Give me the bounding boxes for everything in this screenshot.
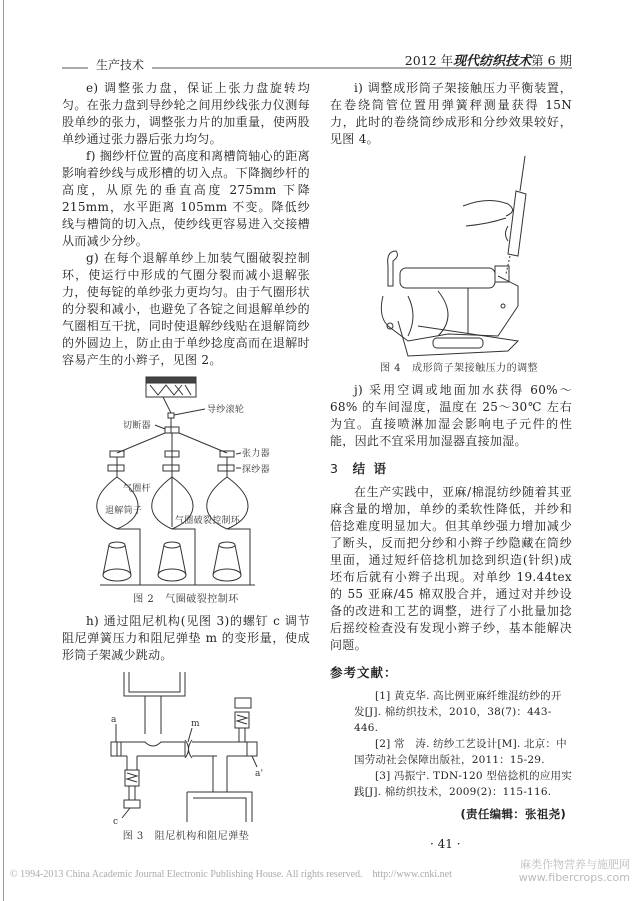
package-tube	[400, 268, 495, 288]
hand	[463, 200, 513, 241]
drum-top	[146, 377, 196, 383]
watermark-site-name: 麻类作物营养与施肥网	[520, 858, 630, 871]
editor-note: (责任编辑：张祖尧)	[460, 807, 566, 821]
unwinding-bobbins	[103, 542, 241, 581]
left-column	[62, 80, 310, 850]
figure-4-number: 图 4	[380, 363, 402, 374]
copyright-notice: © 1994-2013 China Academic Journal Electronic Publishing House. All rights reserved. http://www.cnki.net	[10, 869, 452, 880]
header-issue: 第 6 期	[531, 53, 572, 68]
header-journal	[405, 50, 572, 69]
label-yarn-detector: 探纱器	[242, 465, 270, 475]
pivot-a	[111, 742, 121, 756]
figure-2-title: 气圈破裂控制环	[165, 594, 239, 605]
para-f: f) 搁纱杆位置的高度和离槽筒轴心的距离影响着纱线与成形槽的切入点。下降搁纱杆的高度，从原先的垂直高度 275mm 下降 215mm，水平距离 105mm 不变。降低纱线与槽筒的切入点，使纱线更容易进入交接槽从而减少分纱。	[62, 149, 310, 248]
label-a: a	[111, 715, 117, 725]
conclusion-text: 在生产实践中，亚麻/棉混纺纱随着其亚麻含量的增加，单纱的柔软性降低，并纱和倍捻难度明显加大。但其单纱强力增加减少了断头，反而把分纱和小辫子纱隐藏在筒纱里面，通过短纤倍捻机加捻到织造(针织)成坯布后就有小辫子出现。对单纱 19.44tex 的 55 亚麻/45 棉双股合并，通过对并纱设备的改进和工艺的调整，进行了小批量加捻后摇绞检查没有发现小辫子纱，基本能解决问题。	[330, 485, 572, 652]
figure-2	[62, 377, 310, 607]
right-column	[330, 80, 572, 823]
cutter	[165, 427, 179, 433]
figure-4	[330, 156, 572, 376]
page-number: · 41 ·	[430, 837, 461, 851]
header-year: 2012 年	[404, 53, 454, 68]
para-e: e) 调整张力盘，保证上张力盘旋转均匀。在张力盘到导纱轮之间用纱线张力仪测每股单纱的张力，调整张力片的加重量，使两股单纱通过张力器后张力均匀。	[62, 81, 310, 146]
label-c: c	[113, 817, 119, 827]
reference-3: [3] 冯振宁. TDN-120 型倍捻机的应用实践[J]. 棉纺织技术，2009(2)：115-116.	[354, 770, 572, 798]
drum-grooves	[150, 385, 191, 395]
pivot-a-prime	[247, 742, 257, 756]
reference-1: [1] 黄克华. 高比例亚麻纤维混纺纱的开发[J]. 棉纺织技术，2010，38(7)：443-446.	[354, 690, 562, 734]
label-a-prime: a'	[255, 769, 264, 779]
journal-logo: 现代纺织技术	[453, 54, 532, 69]
figure-3-diagram	[107, 672, 267, 826]
para-i: i) 调整成形筒子架接触压力平衡装置，在卷绕筒管位置用弹簧秤测量获得 15N 力，此时的卷绕筒纱成形和分纱效果较好，见图 4。	[330, 81, 572, 146]
figure-3	[62, 672, 310, 844]
label-m: m	[191, 719, 200, 729]
section-3-number: 3	[330, 461, 340, 476]
screw-c	[124, 800, 140, 808]
header-rule-left	[62, 67, 88, 69]
para-g: g) 在每个退解单纱上加装气圈破裂控制环，使运行中形成的气圈分裂而减小退解张力，使每锭的单纱张力更均匀。由于气圈形状的分裂和减小，也避免了各锭之间退解单纱的气圈相互干扰，同时使退解纱线贴在退解筒纱的外圆边上，防止由于单纱捻度高而在退解时容易产生的小辫子，见图 2。	[62, 251, 310, 367]
figure-4-caption	[330, 362, 572, 376]
figure-3-title: 阻尼机构和阻尼弹垫	[154, 831, 250, 842]
tensioners	[108, 451, 234, 471]
figure-4-title: 成形筒子架接触压力的调整	[412, 363, 539, 374]
label-balloon-rod: 气圈杆	[123, 484, 151, 494]
references-heading: 参考文献：	[330, 665, 398, 680]
figure-2-caption	[62, 593, 310, 607]
figure-4-illustration	[378, 156, 528, 358]
section-3-title: 结 语	[352, 461, 389, 476]
para-j: j) 采用空调或地面加水获得 60%～68% 的车间湿度，温度在 25～30℃ 左右为宜。直接喷淋加湿会影响电子元件的性能，因此不宜采用加湿器直接加湿。	[330, 383, 572, 448]
figure-2-diagram	[95, 377, 270, 589]
references-list	[330, 688, 572, 800]
watermark-url: www.fibercrops.com	[518, 871, 630, 884]
label-balloon-ring: 气圈破裂控制环	[175, 516, 241, 526]
upper-bracket	[124, 672, 185, 696]
figure-3-number: 图 3	[122, 831, 144, 842]
header-section: 生产技术	[96, 58, 145, 72]
para-h: h) 通过阻尼机构(见图 3)的螺钉 c 调节阻尼弹簧压力和阻尼弹垫 m 的变形量，使成形筒子架减少跳动。	[62, 614, 310, 662]
section-3-heading	[330, 460, 572, 478]
label-guide-roller: 导纱滚轮	[207, 405, 245, 415]
damping-pad-m	[185, 740, 192, 758]
reference-2: [2] 常 涛. 纺纱工艺设计[M]. 北京：中国劳动社会保障出版社，2011：15-29.	[354, 738, 567, 766]
watermark	[519, 858, 630, 884]
figure-2-number: 图 2	[133, 594, 155, 605]
label-cutter: 切断器	[123, 421, 151, 431]
label-tensioner: 张力器	[242, 449, 270, 459]
frame-lines	[100, 529, 255, 585]
label-unwinding-bobbin: 退解筒子	[105, 506, 143, 516]
figure-3-caption	[62, 830, 310, 844]
guide-roller	[168, 413, 174, 418]
page-border	[3, 0, 4, 901]
